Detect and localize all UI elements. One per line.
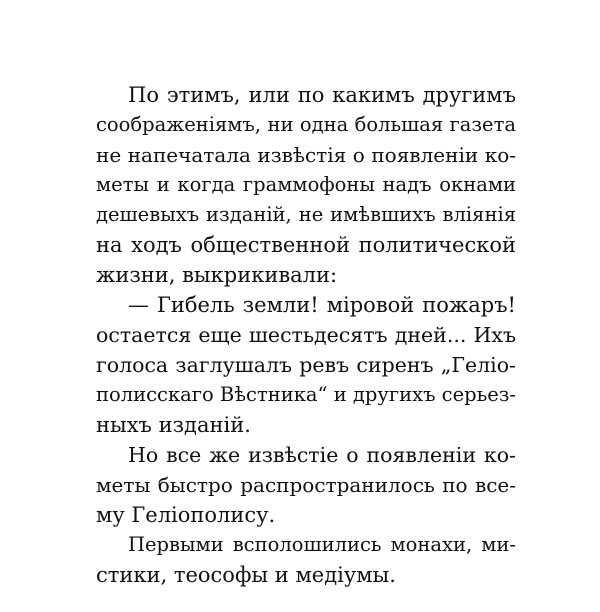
text-line-11: полисскаго Вѣстника“ и другихъ серьез- xyxy=(96,383,517,406)
text-line-3: не напечатала извѣстія о появленіи ко- xyxy=(96,143,516,167)
text-line-9: остается еще шестьдесятъ дней... Ихъ xyxy=(96,323,516,347)
text-line-2: соображеніямъ, ни одна большая газета xyxy=(96,113,516,136)
text-line-10: голоса заглушалъ ревъ сиренъ „Геліо- xyxy=(96,353,516,377)
text-line-17: стики, теософы и медіумы. xyxy=(96,563,396,587)
text-line-12: ныхъ изданій. xyxy=(96,413,251,437)
text-line-8: — Гибель земли! міровой пожаръ! xyxy=(128,293,516,317)
text-line-6: на ходъ общественной политической xyxy=(96,233,516,257)
text-line-1: По этимъ, или по какимъ другимъ xyxy=(128,83,516,107)
text-line-15: му Геліополису. xyxy=(96,503,276,527)
text-line-16: Первыми всполошились монахи, ми- xyxy=(128,533,516,556)
text-line-13: Но все же извѣстіе о появленіи ко- xyxy=(128,443,516,467)
text-line-7: жизни, выкрикивали: xyxy=(96,263,338,287)
text-line-14: меты быстро распространилось по все- xyxy=(96,473,516,497)
text-line-5: дешевыхъ изданій, не имѣвшихъ вліянія xyxy=(96,203,516,226)
text-line-4: меты и когда граммофоны надъ окнами xyxy=(96,173,516,196)
